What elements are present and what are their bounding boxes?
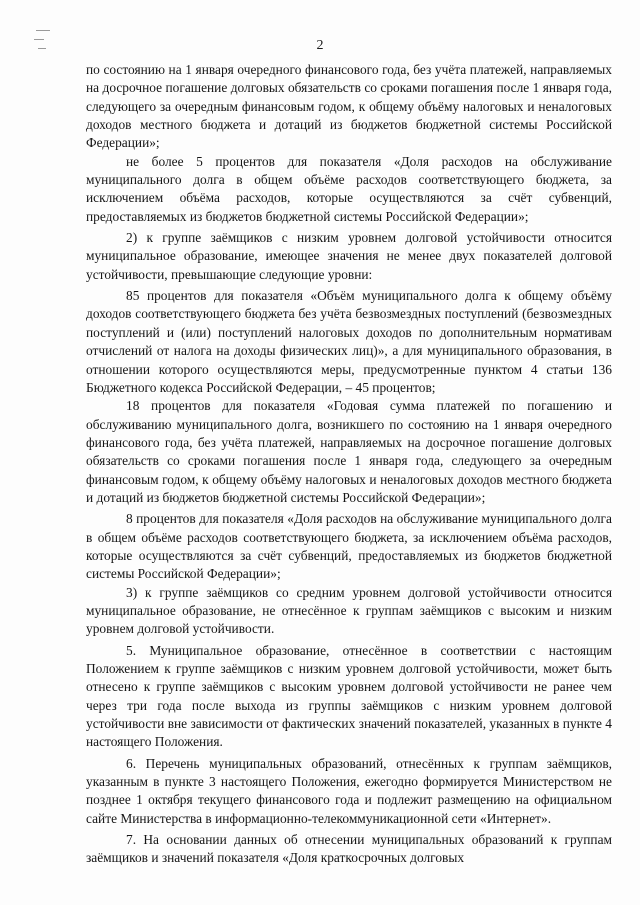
paragraph-low-stability-group: 2) к группе заёмщиков с низким уровнем долговой устойчивости относится муниципальное образование, имеющее значения не менее двух показателей долговой устойчивости, превышающие следующие уровни: [86,230,612,282]
paragraph-annual-payments-18: 18 процентов для показателя «Годовая сумма платежей по погашению и обслуживанию муниципального долга, возникшего по состоянию на 1 января очередного финансового года, без учёта платежей, направляемых на досрочное погашение долговых обязательств со сроками погашения после 1 января года, следующего за очередным финансовым годом, к общему объёму налоговых и неналоговых доходов местного бюджета и дотаций из бюджетов бюджетной системы Российской Федерации»; [86,398,612,505]
paragraph-debt-volume-85: 85 процентов для показателя «Объём муниципального долга к общему объёму доходов соответствующего бюджета без учёта безвозмездных поступлений (безвозмездных поступлений и (или) поступлений налоговых доходов по дополнительным нормативам отчислений от налога на доходы физических лиц)», а для муниципального образования, в отношении которого осуществляются меры, предусмотренные пунктом 4 статьи 136 Бюджетного кодекса Российской Федерации, – 45 процентов; [86,288,612,395]
paragraph-item-7: 7. На основании данных об отнесении муниципальных образований к группам заёмщиков и значений показателя «Доля краткосрочных долговых [86,832,612,866]
paragraph-item-5: 5. Муниципальное образование, отнесённое в соответствии с настоящим Положением к группе заёмщиков с низким уровнем долговой устойчивости, может быть отнесено к группе заёмщиков с высоким уровнем долговой устойчивости не ранее чем через три года после выхода из группы заёмщиков с низким уровнем долговой устойчивости вне зависимости от фактических значений показателей, указанных в пункте 4 настоящего Положения. [86,642,612,750]
paragraph-debt-service-share-8: 8 процентов для показателя «Доля расходов на обслуживание муниципального долга в общем объёме расходов соответствующего бюджета, за исключением объёма расходов, которые осуществляются за счёт субвенций, предоставляемых из бюджетов бюджетной системы Российской Федерации»; [86,511,612,582]
paragraph-item-6: 6. Перечень муниципальных образований, отнесённых к группам заёмщиков, указанным в пункте 3 настоящего Положения, ежегодно формируется Министерством не позднее 1 октября текущего финансового года и подлежит размещению на официальном сайте Министерства в информационно-телекоммуникационной сети «Интернет». [86,755,612,826]
document-body [86,61,612,868]
page-number: 2 [316,38,324,53]
paragraph-debt-service-share-high: не более 5 процентов для показателя «Доля расходов на обслуживание муниципального долга в общем объёме расходов соответствующего бюджета, за исключением объёма расходов, которые осуществляются за счёт субвенций, предоставляемых из бюджетов бюджетной системы Российской Федерации»; [86,153,612,224]
paragraph-medium-stability-group: 3) к группе заёмщиков со средним уровнем долговой устойчивости относится муниципальное образование, не отнесённое к группам заёмщиков с высоким и низким уровнем долговой устойчивости. [86,584,612,637]
paragraph-continuation: по состоянию на 1 января очередного финансового года, без учёта платежей, направляемых на досрочное погашение долговых обязательств со сроками погашения после 1 января года, следующего за очередным финансовым годом, к общему объёму налоговых и неналоговых доходов местного бюджета и дотаций из бюджетов бюджетной системы Российской Федерации»; [86,62,612,151]
scan-mark [36,30,50,31]
